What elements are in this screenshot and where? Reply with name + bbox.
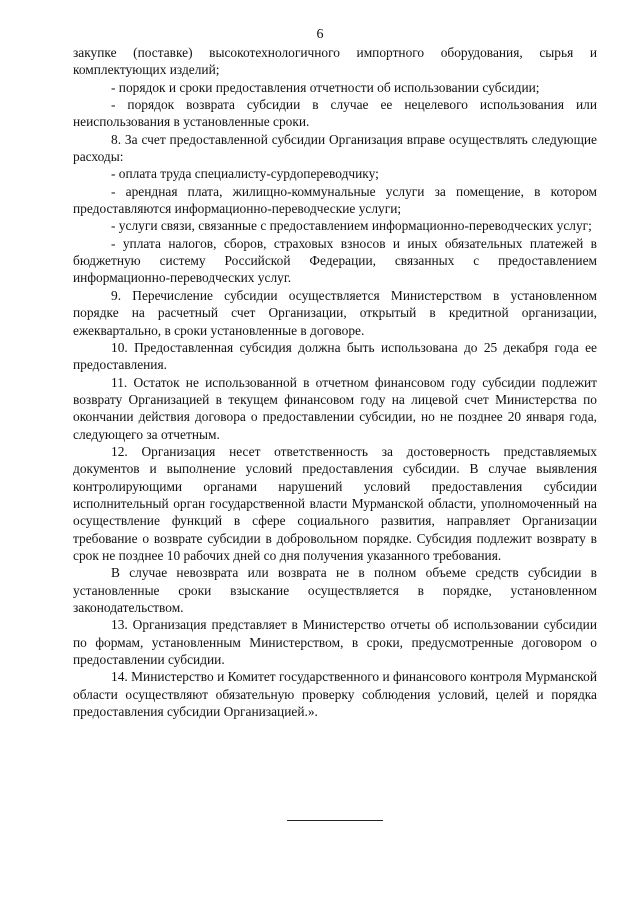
paragraph-non-return: В случае невозврата или возврата не в полном объеме средств субсидии в установленные сроки взыскание осуществляется в порядке, установленном законодательством. xyxy=(73,565,597,615)
list-item-salary: - оплата труда специалисту-сурдопереводчику; xyxy=(111,166,379,182)
list-item-taxes: - уплата налогов, сборов, страховых взносов и иных обязательных платежей в бюджетную систему Российской Федерации, связанных с предоставлением информационно-переводческих услуг. xyxy=(73,235,597,286)
paragraph-item-14: 14. Министерство и Комитет государственного и финансового контроля Мурманской области осуществляют обязательную проверку соблюдения условий, целей и порядка предоставления субсидии Организацией.». xyxy=(73,669,597,720)
list-item-communications: - услуги связи, связанные с предоставлением информационно-переводческих услуг; xyxy=(111,218,592,234)
paragraph-item-13: 13. Организация представляет в Министерство отчеты об использовании субсидии по формам, установленным Министерством, в сроки, предусмотренные договором о предоставлении субсидии. xyxy=(73,617,597,668)
paragraph-item-8: 8. За счет предоставленной субсидии Организация вправе осуществлять следующие расходы: xyxy=(73,131,597,165)
paragraph-item-9: 9. Перечисление субсидии осуществляется Министерством в установленном порядке на расчетный счет Организации, открытый в кредитной организации, ежеквартально, в сроки установленные в договоре. xyxy=(73,287,597,338)
paragraph-continuation: закупке (поставке) высокотехнологичного импортного оборудования, сырья и комплектующих изделий; xyxy=(73,45,597,78)
paragraph-item-11: 11. Остаток не использованной в отчетном финансовом году субсидии подлежит возврату Организацией в текущем финансовом году на лицевой счет Министерства по окончании действия договора о предоставлении субсидии, но не позднее 20 января года, следующего за отчетным. xyxy=(73,374,597,442)
document-body xyxy=(73,44,597,720)
paragraph-return-procedure: - порядок возврата субсидии в случае ее нецелевого использования или неиспользования в установленные сроки. xyxy=(73,97,597,130)
page-number: 6 xyxy=(316,27,324,42)
list-item-rent: - арендная плата, жилищно-коммунальные услуги за помещение, в котором предоставляются информационно-переводческие услуги; xyxy=(73,183,597,217)
paragraph-reporting-procedure: - порядок и сроки предоставления отчетности об использовании субсидии; xyxy=(111,79,540,95)
paragraph-item-12: 12. Организация несет ответственность за достоверность представляемых документов и выполнение условий предоставления субсидии. В случае выявления контролирующими органами нарушений условий предоставления субсидии исполнительный орган государственной власти Мурманской области, уполномоченный на осуществление функций в сфере социального развития, направляет Организации требование о возврате субсидии в добровольном порядке. Субсидия подлежит возврату в срок не позднее 10 рабочих дней со дня получения указанного требования. xyxy=(73,443,597,563)
paragraph-item-10: 10. Предоставленная субсидия должна быть использована до 25 декабря года ее предоставления. xyxy=(73,339,597,373)
end-divider-line xyxy=(287,820,383,821)
